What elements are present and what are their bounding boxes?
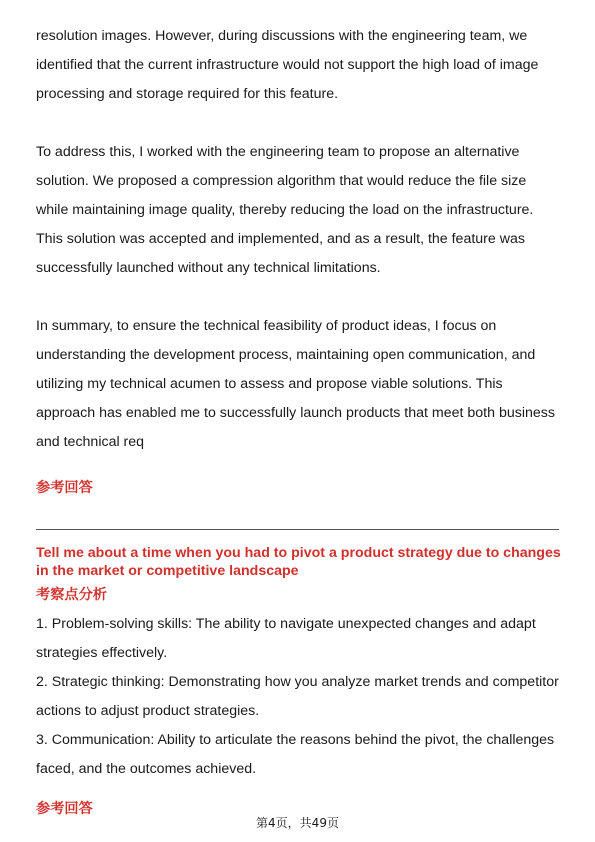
page-content	[36, 22, 561, 820]
paragraph-continuation: resolution images. However, during discussions with the engineering team, we identified that the current infrastructure would not support the high load of image processing and storage required for this feature.	[36, 28, 539, 102]
question-title: Tell me about a time when you had to pivot a product strategy due to changes in the market or competitive landscape	[36, 545, 561, 579]
list-item: 1. Problem-solving skills: The ability to navigate unexpected changes and adapt strategies effectively.	[36, 616, 536, 661]
paragraph-summary: In summary, to ensure the technical feasibility of product ideas, I focus on understanding the development process, maintaining open communication, and utilizing my technical acumen to assess and propose viable solutions. This approach has enabled me to successfully launch products that meet both business and technical req	[36, 318, 555, 450]
list-item: 3. Communication: Ability to articulate the reasons behind the pivot, the challenges faced, and the outcomes achieved.	[36, 732, 555, 777]
reference-answer-heading: 参考回答	[36, 801, 93, 817]
analysis-list	[36, 610, 561, 784]
list-item: 2. Strategic thinking: Demonstrating how you analyze market trends and competitor actions to adjust product strategies.	[36, 674, 559, 719]
page-number: 第4页，共49页	[256, 816, 339, 830]
section-divider	[36, 529, 559, 530]
paragraph-solution: To address this, I worked with the engineering team to propose an alternative solution. We proposed a compression algorithm that would reduce the file size while maintaining image quality, thereby reducing the load on the infrastructure. This solution was accepted and implemented, and as a result, the feature was successfully launched without any technical limitations.	[36, 144, 534, 276]
reference-answer-heading: 参考回答	[36, 480, 93, 496]
analysis-heading: 考察点分析	[36, 587, 107, 603]
